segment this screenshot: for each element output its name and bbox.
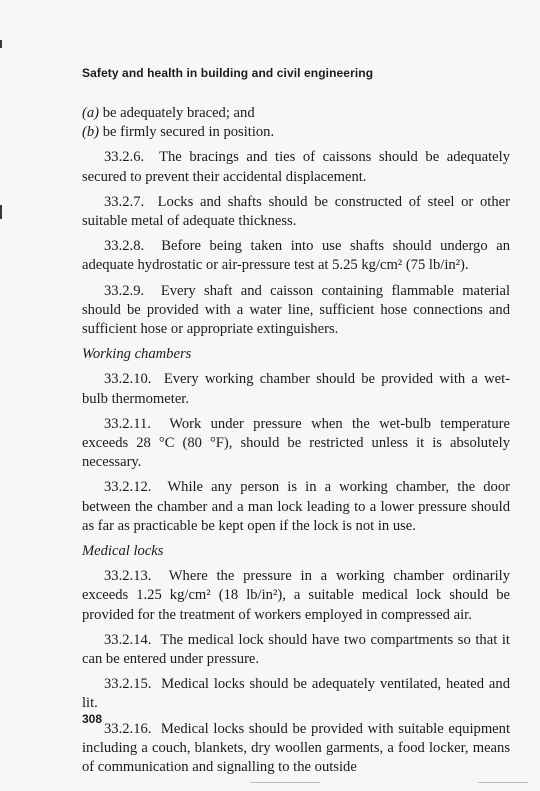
clause-text: While any person is in a working chamber, the door between the chamber and a man lock leading to a lower pressure should as far as practicable be kept open if the lock is not in use.	[82, 479, 510, 534]
list-marker: (b)	[82, 124, 100, 141]
list-marker: (a)	[82, 105, 100, 121]
list-item-b	[82, 123, 510, 142]
list-item-a	[82, 104, 510, 123]
scan-edge-mark	[0, 205, 2, 219]
clause-number: 33.2.13.	[104, 568, 152, 585]
clause-33-2-16	[82, 720, 510, 778]
body-text	[82, 104, 510, 783]
clause-33-2-6	[82, 148, 510, 186]
scan-edge-mark	[0, 40, 2, 48]
clause-number: 33.2.10.	[104, 371, 152, 388]
section-heading-medical-locks: Medical locks	[82, 543, 164, 560]
clause-33-2-13	[82, 567, 510, 625]
clause-text: The bracings and ties of caissons should be adequately secured to prevent their accidental displacement.	[82, 149, 510, 185]
clause-text: Every shaft and caisson containing flammable material should be provided with a water line, sufficient hose connections and sufficient hose or appropriate extinguishers.	[82, 282, 510, 338]
clause-33-2-8	[82, 237, 510, 275]
clause-number: 33.2.15.	[104, 676, 152, 693]
clause-number: 33.2.12.	[104, 479, 152, 496]
page-number: 308	[82, 712, 103, 726]
clause-number: 33.2.7.	[104, 193, 145, 210]
running-header: Safety and health in building and civil engineering	[82, 66, 374, 80]
clause-number: 33.2.14.	[104, 631, 152, 648]
clause-33-2-10	[82, 370, 510, 408]
list-text: be firmly secured in position.	[102, 124, 275, 141]
clause-text: Every working chamber should be provided with a wet-bulb thermometer.	[82, 371, 511, 407]
list-text: be adequately braced; and	[102, 105, 255, 121]
clause-text: Before being taken into use shafts should undergo an adequate hydrostatic or air-pressure test at 5.25 kg/cm² (75 lb/in²).	[82, 238, 510, 274]
clause-number: 33.2.6.	[104, 149, 145, 166]
clause-number: 33.2.11.	[104, 415, 151, 432]
clause-33-2-14	[82, 631, 510, 669]
clause-text: Locks and shafts should be constructed of steel or other suitable metal of adequate thickness.	[82, 193, 510, 230]
clause-text: Work under pressure when the wet-bulb temperature exceeds 28 °C (80 °F), should be restricted unless it is absolutely necessary.	[82, 415, 510, 471]
clause-33-2-15	[82, 675, 510, 713]
section-heading-working-chambers: Working chambers	[82, 346, 192, 363]
clause-text: Where the pressure in a working chamber ordinarily exceeds 1.25 kg/cm² (18 lb/in²), a suitable medical lock should be provided for the treatment of workers employed in compressed air.	[82, 568, 510, 623]
clause-33-2-9	[82, 282, 510, 340]
clause-33-2-7	[82, 193, 510, 231]
clause-33-2-11	[82, 415, 510, 473]
clause-number: 33.2.8.	[104, 238, 145, 255]
clause-number: 33.2.9.	[104, 282, 145, 299]
clause-text: Medical locks should be provided with suitable equipment including a couch, blankets, dry woollen garments, a food locker, means of communication and signalling to the outside	[82, 720, 511, 776]
clause-number: 33.2.16.	[104, 720, 152, 737]
clause-text: The medical lock should have two compartments so that it can be entered under pressure.	[82, 631, 510, 668]
clause-text: Medical locks should be adequately ventilated, heated and lit.	[82, 676, 511, 712]
clause-33-2-12	[82, 478, 510, 536]
